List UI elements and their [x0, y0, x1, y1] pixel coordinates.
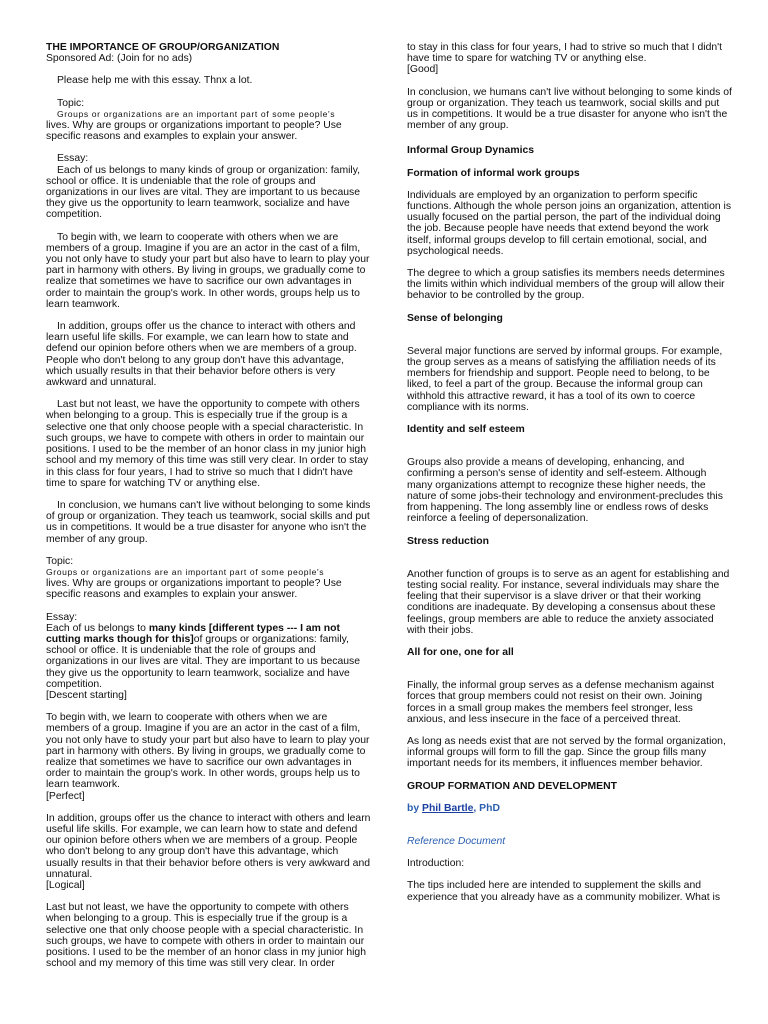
section-heading: Sense of belonging	[407, 312, 503, 324]
byline-suffix: , PhD	[473, 802, 500, 814]
topic-prompt-rest: lives. Why are groups or organizations important to people? Use specific reasons and examples to explain your answer.	[46, 120, 342, 143]
essay-paragraph: Each of us belongs to many kinds of group or organization: family, school or office. It is undeniable that the role of groups and organizations in our lives are vital. They are important to us because they give us the opportunity to learn teamwork, socialize and have competition.	[46, 164, 361, 221]
topic-prompt-small: Groups or organizations are an important part of some people's	[57, 108, 336, 119]
essay-text: of groups or organizations: family, school or office. It is undeniable that the role of groups and organizations in our lives are vital. They are important to us because they give us the opportunity to learn teamwork, socialize and have competition.	[46, 633, 361, 690]
section-heading: GROUP FORMATION AND DEVELOPMENT	[407, 780, 617, 792]
section-paragraph: Another function of groups is to serve as an agent for establishing and testing social reality. For instance, several individuals may share the feeling that their supervisor is a slave driver or that their working conditions are inadequate. By developing a consensus about these feelings, group members are able to reduce the anxiety associated with their jobs.	[407, 568, 730, 636]
right-column	[407, 42, 732, 903]
essay-text: Each of us belongs to	[46, 622, 149, 634]
reviewer-comment-inline: many kinds [different types --- I am not cutting marks though for this]	[46, 622, 340, 645]
reviewer-comment: [Good]	[407, 64, 439, 76]
author-link[interactable]: Phil Bartle	[422, 802, 474, 814]
section-heading: Identity and self esteem	[407, 424, 525, 436]
reviewer-comment: [Perfect]	[46, 790, 85, 802]
section-heading: Informal Group Dynamics	[407, 145, 535, 157]
section-paragraph: Groups also provide a means of developing, enhancing, and confirming a person's sense of identity and self-esteem. Although many organizations attempt to recognize these higher needs, the nature of some jobs-their technology and environment-precludes this from happening. The long assembly line or endless rows of desks reinforce a feeling of depersonalization.	[407, 457, 723, 525]
topic-label: Topic:	[46, 555, 74, 567]
essay-paragraph: To begin with, we learn to cooperate with others when we are members of a group. Imagine if you are an actor in the cast of a film, you not only have to study your part but also have to learn to play your part in harmony with others. By living in groups, we gradually come to realize that sometimes we have to sacrifice our own advantages in order to maintain the group's work. In other words, groups help us to learn teamwork.	[46, 231, 370, 310]
section-heading: Formation of informal work groups	[407, 167, 580, 179]
sponsored-ad[interactable]: Sponsored Ad: (Join for no ads)	[46, 53, 193, 65]
essay-paragraph: In addition, groups offer us the chance to interact with others and learn useful life skills. For example, we can learn how to state and defend our opinion before others when we are members of a group. People who don't belong to any group don't have this advantage, which usually results in that their behavior before others is very awkward and unnatural.	[46, 321, 357, 389]
left-column	[46, 42, 371, 969]
document-title: THE IMPORTANCE OF GROUP/ORGANIZATION	[46, 42, 280, 53]
essay-paragraph	[46, 623, 371, 690]
essay-paragraph: To begin with, we learn to cooperate with others when we are members of a group. Imagine if you are an actor in the cast of a film, you not only have to study your part but also have to learn to play your part in harmony with others. By living in groups, we gradually come to realize that sometimes we have to sacrifice our own advantages in order to maintain the group's work. In other words, groups help us to learn teamwork.	[46, 712, 370, 791]
intro-label: Introduction:	[407, 858, 465, 870]
essay-paragraph: In addition, groups offer us the chance to interact with others and learn useful life skills. For example, we can learn how to state and defend our opinion before others when we are members of a group. People who don't belong to any group don't have this advantage, which usually results in that their behavior before others is very awkward and unnatural.	[46, 812, 371, 880]
section-paragraph: Individuals are employed by an organization to perform specific functions. Although the whole person joins an organization, attention is usually focused on the partial person, the part of the individual doing the job. Because people have needs that extend beyond the work itself, informal groups develop to fill certain emotional, social, and psychological needs.	[407, 189, 732, 257]
intro-paragraph: The tips included here are intended to supplement the skills and experience that you already have as a community mobilizer. What is	[407, 880, 721, 903]
section-paragraph: Several major functions are served by informal groups. For example, the group serves as a means of satisfying the affiliation needs of its members for friendship and support. People need to belong, to be liked, to feel a part of the group. Because the informal group can withhold this attractive reward, it has a tool of its own to coerce compliance with its norms.	[407, 345, 723, 413]
byline	[407, 803, 732, 814]
topic-prompt-rest: lives. Why are groups or organizations important to people? Use specific reasons and examples to explain your answer.	[46, 578, 342, 601]
essay-paragraph: In conclusion, we humans can't live without belonging to some kinds of group or organization. They teach us teamwork, social skills and put us in competitions. It would be a true disaster for anyone who isn't the member of any group.	[46, 499, 371, 545]
request-line: Please help me with this essay. Thnx a lot.	[57, 75, 253, 87]
reference-label: Reference Document	[407, 835, 506, 847]
reviewer-comment: [Logical]	[46, 880, 85, 891]
essay-label: Essay:	[46, 611, 78, 623]
section-heading: Stress reduction	[407, 535, 489, 547]
reviewer-comment: [Descent starting]	[46, 689, 127, 701]
byline-prefix: by	[407, 802, 423, 814]
section-paragraph: As long as needs exist that are not served by the formal organization, informal groups will form to fill the gap. Since the group fills many important needs for its members, it influences member behavior.	[407, 735, 726, 770]
section-paragraph: Finally, the informal group serves as a defense mechanism against forces that group members could not resist on their own. Joining forces in a small group makes the members feel stronger, less anxious, and less insecure in the face of a perceived threat.	[407, 680, 715, 725]
essay-conclusion: In conclusion, we humans can't live without belonging to some kinds of group or organization. They teach us teamwork, social skills and put us in competitions. It would be a true disaster for anyone who isn't the member of any group.	[407, 86, 732, 132]
essay-label: Essay:	[57, 153, 89, 165]
section-heading: All for one, one for all	[407, 646, 514, 658]
topic-prompt-small: Groups or organizations are an important part of some people's	[46, 566, 325, 577]
section-paragraph: The degree to which a group satisfies its members needs determines the limits within which individual members of the group will allow their behavior to be controlled by the group.	[407, 268, 725, 302]
essay-paragraph: Last but not least, we have the opportunity to compete with others when belonging to a group. This is especially true if the group is a selective one that only choose people with a special characteristic. In such groups, we have to compete with others in order to maintain our positions. I used to be the member of an honor class in my junior high school and my memory of this time was still very clear. In order to stay in this class for four years, I had to strive so much that I didn't have time to spare for watching TV or anything else.	[46, 399, 369, 489]
topic-label: Topic:	[57, 97, 85, 109]
essay-paragraph-continued: to stay in this class for four years, I had to strive so much that I didn't have time to spare for watching TV or anything else.	[407, 42, 722, 65]
essay-paragraph: Last but not least, we have the opportunity to compete with others when belonging to a group. This is especially true if the group is a selective one that only choose people with a special characteristic. In such groups, we have to compete with others in order to maintain our positions. I used to be the member of an honor class in my junior high school and my memory of this time was still very clear. In order	[46, 902, 366, 970]
